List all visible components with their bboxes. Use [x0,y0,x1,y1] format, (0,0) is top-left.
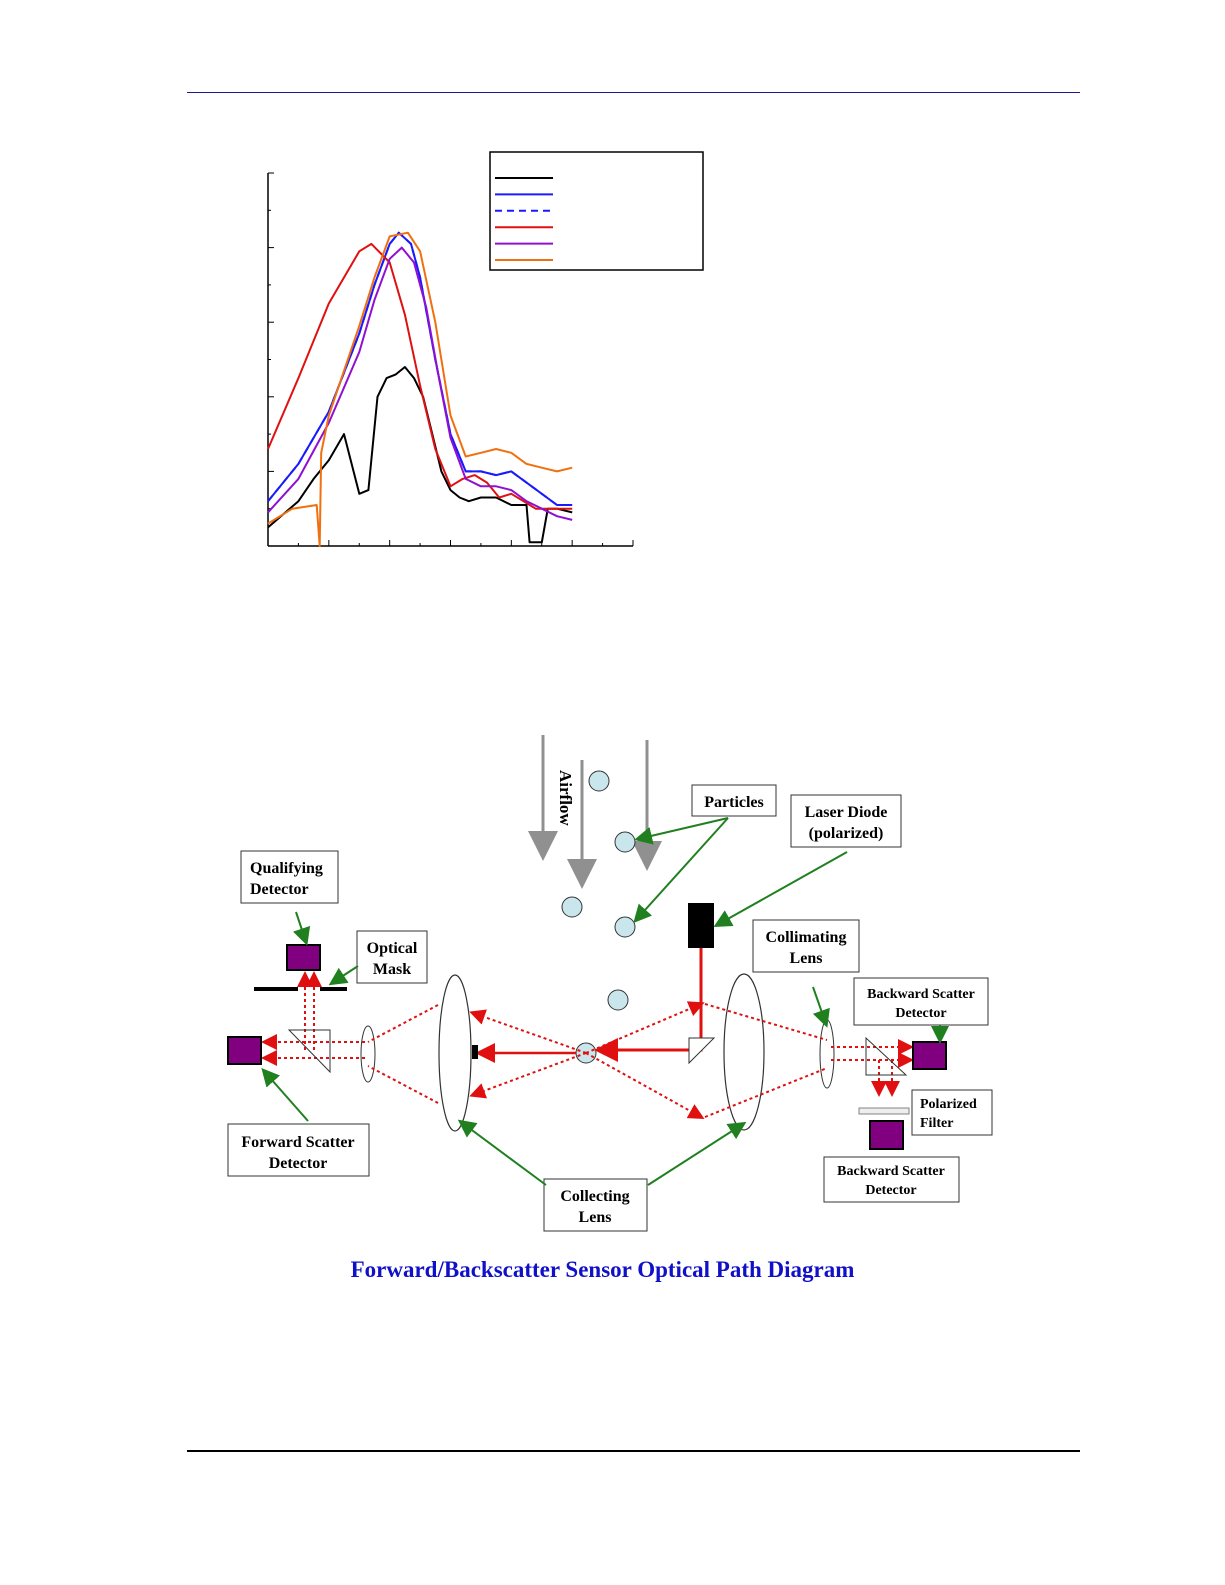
polarized-filter [859,1108,909,1114]
collecting-lens-right [724,974,764,1130]
backward-scatter-detector-bottom [870,1121,903,1149]
particle [589,771,609,791]
optical-mask-label-1: Optical [366,940,418,957]
footer-rule [187,1450,1080,1452]
scatter-ray [705,1068,827,1117]
scatter-ray [473,1013,586,1053]
forward-label-2: Detector [268,1155,328,1172]
pointer-arrow [638,818,728,839]
laser-label-1: Laser Diode [804,804,888,821]
qualifying-detector [287,945,320,970]
pointer-arrow [296,912,306,942]
qualifying-label-1: Qualifying [250,860,323,877]
scatter-ray [368,1066,438,1103]
collecting-label-1: Collecting [560,1188,630,1205]
collecting-label-2: Lens [578,1209,612,1226]
airflow-label: Airflow [556,770,575,826]
beam-stop [472,1045,478,1059]
polarized-label-2: Filter [920,1116,954,1131]
scatter-ray [473,1053,586,1095]
pointer-arrow [813,987,826,1024]
backward-prism [866,1038,906,1075]
collimating-label-1: Collimating [765,929,847,946]
collimating-label-2: Lens [789,950,823,967]
chart-series [268,233,572,546]
optical-mask-label-2: Mask [372,961,412,978]
prism [689,1038,714,1063]
pointer-arrow [717,852,847,925]
scatter-ray [368,1005,438,1042]
forward-label-1: Forward Scatter [241,1134,355,1151]
focusing-lens-left [361,1026,375,1082]
scatter-ray [586,1004,701,1053]
line-chart [0,0,720,580]
laser-label-2: (polarized) [808,825,884,842]
backward-top-label-1: Backward Scatter [867,987,975,1002]
scatter-ray [705,1004,827,1040]
forward-scatter-detector [228,1037,261,1064]
optical-path-diagram [0,720,1225,1300]
backward-bottom-label-1: Backward Scatter [837,1164,945,1179]
chart-legend [490,152,703,270]
backward-bottom-label-2: Detector [865,1183,917,1198]
collecting-lens-left [439,975,471,1131]
laser-diode [688,903,714,948]
pointer-arrow [264,1071,308,1121]
polarized-label-1: Polarized [920,1097,977,1112]
backward-top-label-2: Detector [895,1006,947,1021]
collimating-lens [820,1020,834,1088]
qualifying-label-2: Detector [250,881,309,898]
particle [615,832,635,852]
forward-prism [289,1030,330,1072]
particles-label: Particles [704,794,764,811]
scatter-ray [586,1053,701,1117]
particle [608,990,628,1010]
backward-scatter-detector-top [913,1042,946,1069]
particle [615,917,635,937]
pointer-arrow [648,1124,743,1185]
series-line-1 [268,367,572,542]
diagram-caption: Forward/Backscatter Sensor Optical Path Diagram [350,1257,855,1282]
pointer-arrow [332,966,358,983]
pointer-arrow [461,1122,546,1185]
particle [562,897,582,917]
pointer-arrow [636,818,728,920]
